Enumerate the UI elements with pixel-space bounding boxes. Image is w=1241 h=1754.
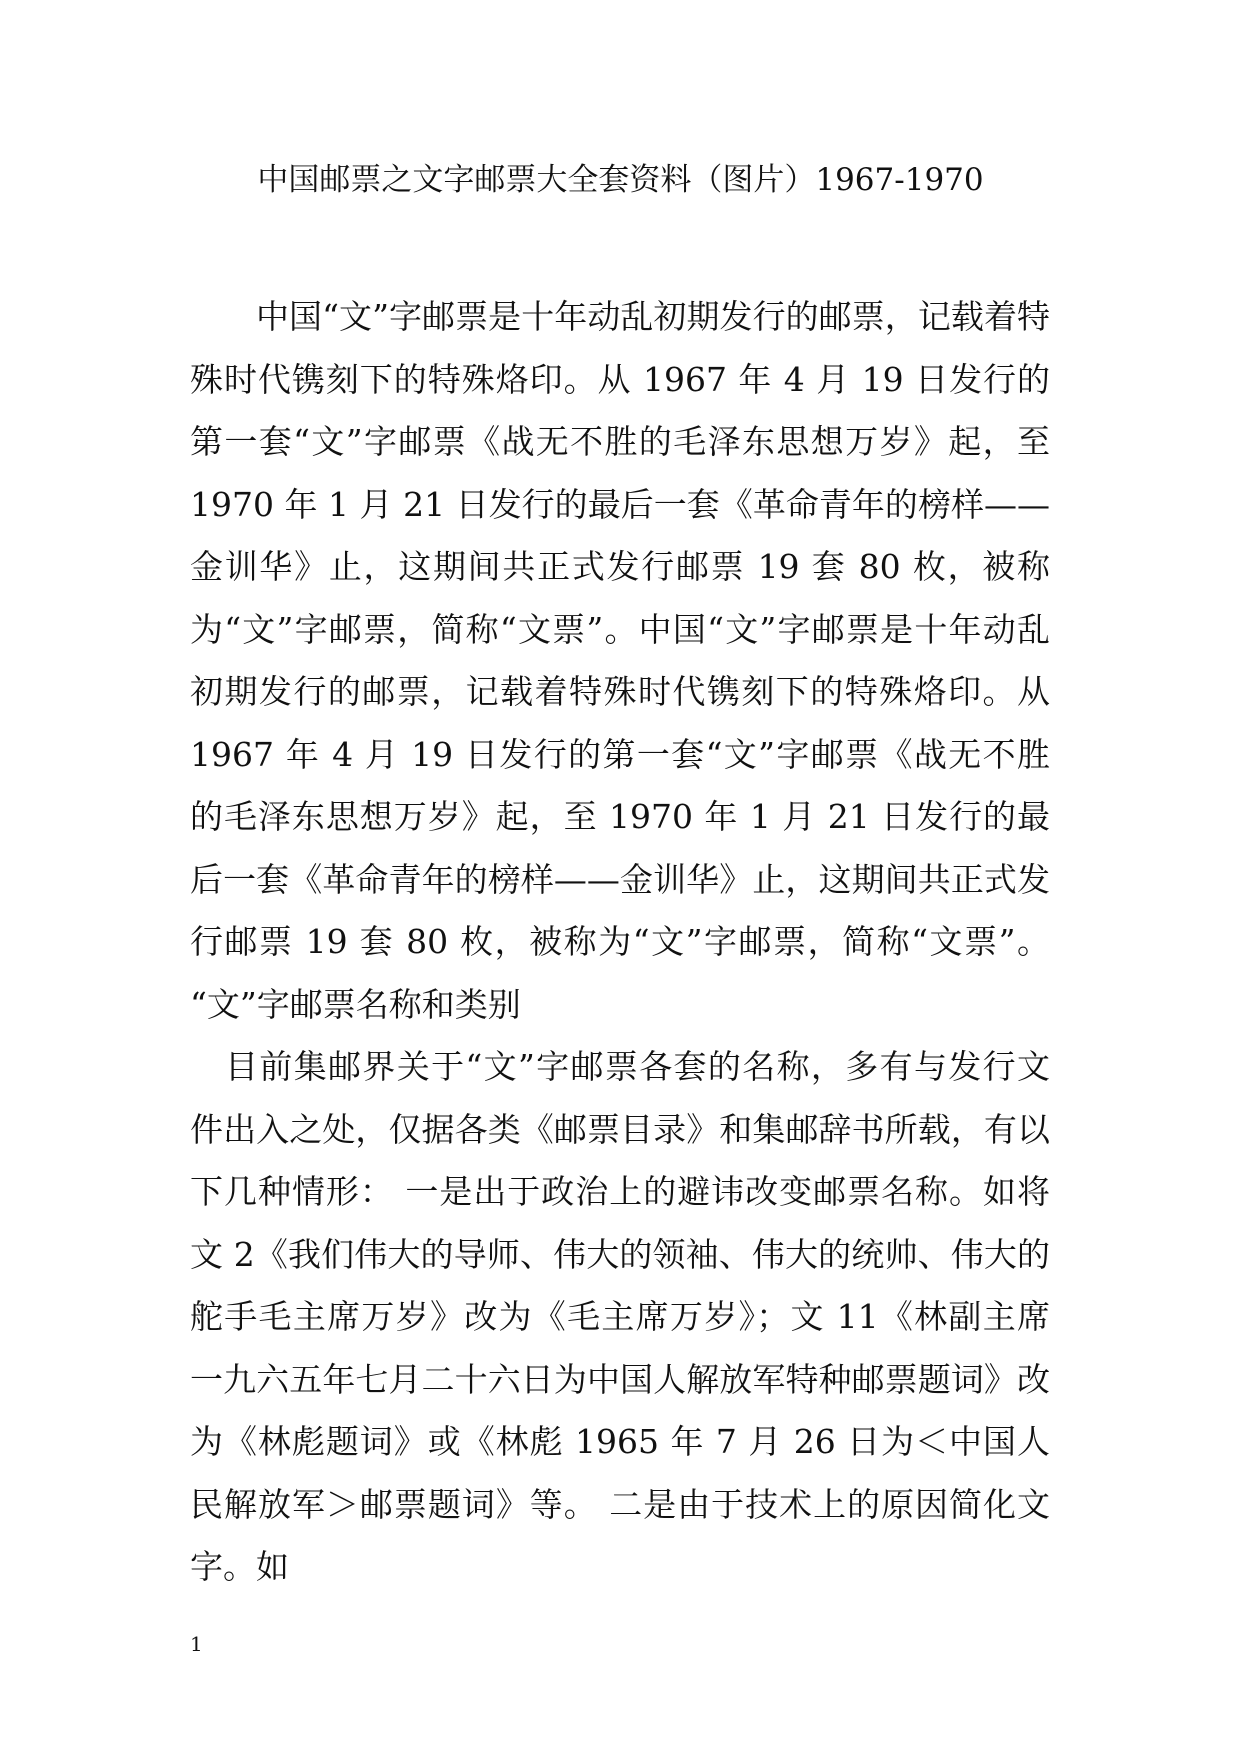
paragraph-1: 中国“文”字邮票是十年动乱初期发行的邮票，记载着特殊时代镌刻下的特殊烙印。从 1967 年 4 月 19 日发行的第一套“文”字邮票《战无不胜的毛泽东思想万岁》起，至 1970 年 1 月 21 日发行的最后一套《革命青年的榜样——金训华》止，这期间共正式发行邮票 19 套 80 枚，被称为“文”字邮票，简称“文票”。中国“文”字邮票是十年动乱初期发行的邮票，记载着特殊时代镌刻下的特殊烙印。从 1967 年 4 月 19 日发行的第一套“文”字邮票《战无不胜的毛泽东思想万岁》起，至 1970 年 1 月 21 日发行的最后一套《革命青年的榜样——金训华》止，这期间共正式发行邮票 19 套 80 枚，被称为“文”字邮票，简称“文票”。 “文”字邮票名称和类别 — [190, 297, 1050, 1024]
document-title: 中国邮票之文字邮票大全套资料（图片）1967-1970 — [257, 162, 984, 198]
document-body — [190, 286, 1050, 1599]
paragraph-2: 目前集邮界关于“文”字邮票各套的名称，多有与发行文件出入之处，仅据各类《邮票目录》和集邮辞书所载，有以下几种情形： 一是出于政治上的避讳改变邮票名称。如将文 2《我们伟大的导师、伟大的领袖、伟大的统帅、伟大的舵手毛主席万岁》改为《毛主席万岁》；文 11《林副主席一九六五年七月二十六日为中国人解放军特种邮票题词》改为《林彪题词》或《林彪 1965 年 7 月 26 日为＜中国人民解放军＞邮票题词》等。 二是由于技术上的原因简化文字。如 — [190, 1047, 1050, 1586]
page-number: 1 — [190, 1632, 203, 1656]
